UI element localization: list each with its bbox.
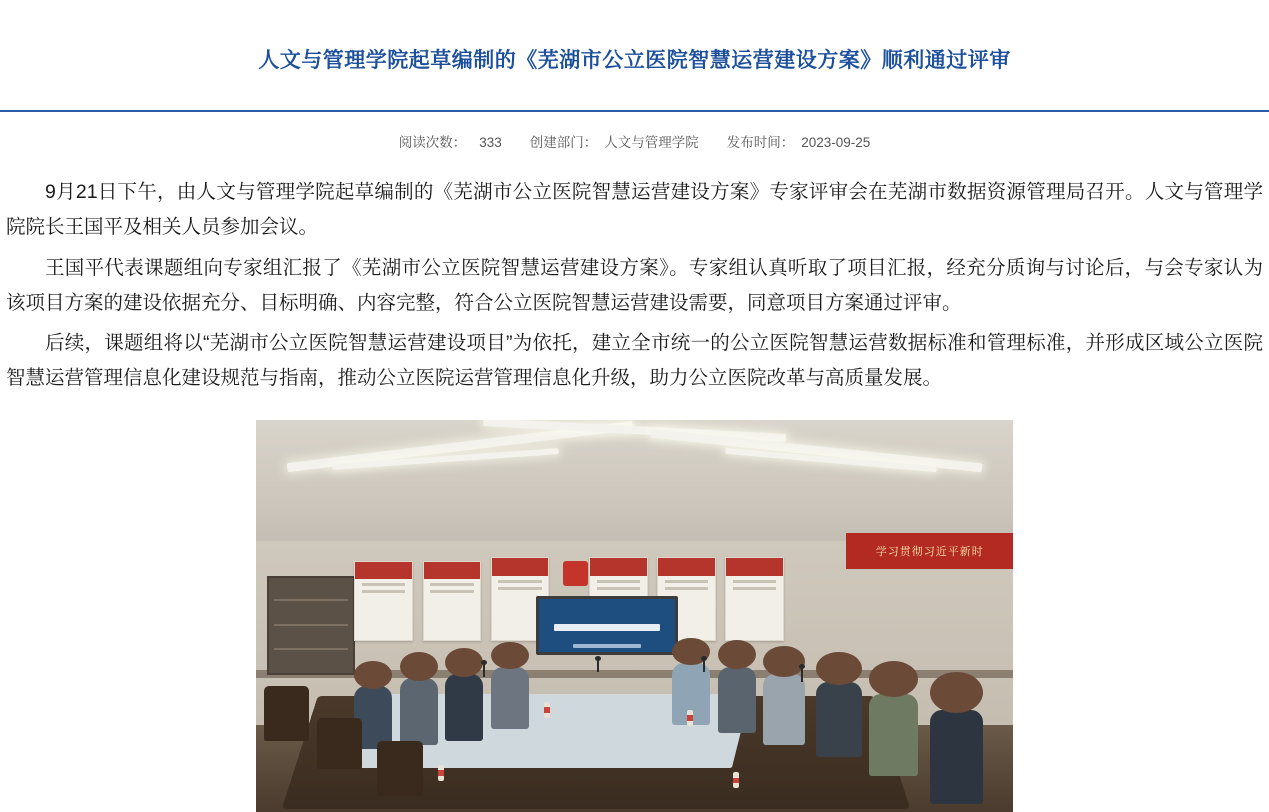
microphone — [483, 663, 485, 677]
screen-subtitle-line — [573, 644, 641, 648]
article-paragraph: 王国平代表课题组向专家组汇报了《芜湖市公立医院智慧运营建设方案》。专家组认真听取了项目汇报，经充分质询与讨论后，与会专家认为该项目方案的建设依据充分、目标明确、内容完整，符合公立医院智慧运营建设需要，同意项目方案通过评审。 — [6, 256, 1263, 314]
party-emblem-icon — [563, 561, 589, 586]
meta-views-label: 阅读次数： — [398, 135, 467, 151]
article-paragraph: 后续，课题组将以“芜湖市公立医院智慧运营建设项目”为依托，建立全市统一的公立医院智慧运营数据标准和管理标准，并形成区域公立医院智慧运营管理信息化建设规范与指南，推动公立医院运营管理信息化升级，助力公立医院改革与高质量发展。 — [6, 332, 1263, 389]
attendee — [491, 667, 529, 730]
article-meta — [0, 112, 1269, 167]
water-bottle — [687, 710, 693, 726]
cabinet-shelf — [274, 624, 347, 626]
chair — [317, 718, 362, 769]
photo-ceiling — [256, 420, 1013, 549]
screen-title-line — [554, 624, 660, 631]
meta-views-value: 333 — [479, 135, 502, 151]
article-figure — [0, 402, 1269, 812]
meta-department — [530, 131, 699, 151]
article-page — [0, 14, 1269, 812]
meta-department-value: 人文与管理学院 — [604, 135, 699, 151]
chair — [264, 686, 309, 741]
meta-publish-label: 发布时间： — [726, 135, 795, 151]
article-body — [0, 167, 1269, 395]
wall-banner: 学习贯彻习近平新时 — [846, 533, 1013, 568]
attendee — [763, 674, 805, 745]
microphone — [703, 659, 705, 672]
wall-poster — [354, 561, 413, 641]
wall-poster — [423, 561, 482, 641]
attendee — [869, 694, 918, 776]
cabinet-shelf — [274, 599, 347, 601]
attendee — [445, 674, 483, 741]
meta-publish-value: 2023-09-25 — [801, 135, 871, 151]
attendee — [400, 678, 438, 745]
microphone — [597, 659, 599, 672]
chair — [377, 741, 422, 796]
meta-publish-date — [727, 131, 871, 151]
water-bottle — [438, 765, 444, 781]
projection-screen — [536, 596, 678, 655]
page-title: 人文与管理学院起草编制的《芜湖市公立医院智慧运营建设方案》顺利通过评审 — [258, 49, 1011, 73]
side-cabinet — [267, 576, 354, 674]
wall-poster — [725, 557, 784, 641]
water-bottle — [544, 702, 550, 718]
microphone — [801, 667, 803, 682]
article-paragraph: 9月21日下午，由人文与管理学院起草编制的《芜湖市公立医院智慧运营建设方案》专家评审会在芜湖市数据资源管理局召开。人文与管理学院院长王国平及相关人员参加会议。 — [6, 181, 1263, 239]
attendee — [718, 667, 756, 734]
cabinet-shelf — [274, 648, 347, 650]
attendee — [930, 710, 983, 804]
meeting-photo — [256, 420, 1013, 812]
attendee — [816, 682, 861, 756]
meta-views — [399, 131, 502, 151]
water-bottle — [733, 772, 739, 788]
meta-department-label: 创建部门： — [529, 135, 598, 151]
